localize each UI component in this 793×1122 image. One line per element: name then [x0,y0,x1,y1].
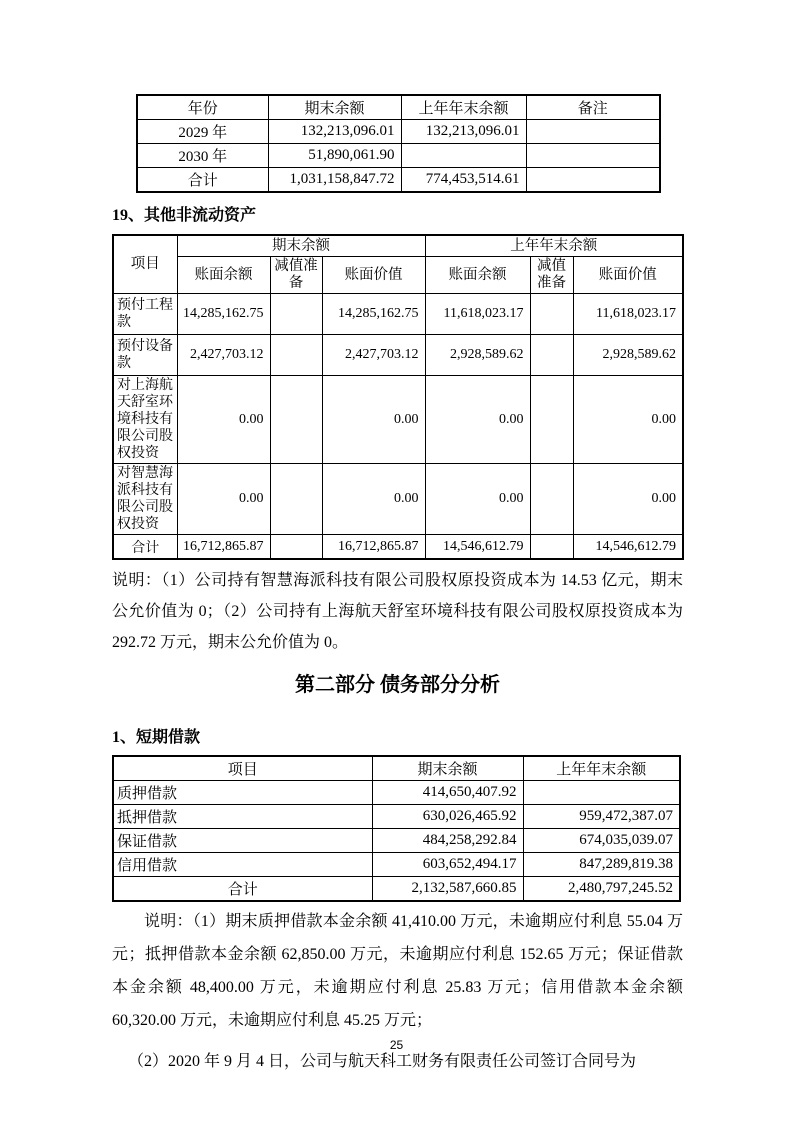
table-cell: 484,258,292.84 [372,829,523,853]
section-19-note: 说明：（1）公司持有智慧海派科技有限公司股权原投资成本为 14.53 亿元，期末公允价值为 0；（2）公司持有上海航天舒室环境科技有限公司股权原投资成本为 292.72 万元，期末公允价值为 0。 [112,572,683,651]
table-cell: 16,712,865.87 [322,535,425,560]
other-noncurrent-assets-table [112,234,684,560]
part-2-heading: 第二部分 债务部分分析 [295,674,500,696]
column-header: 减值准备 [530,257,573,294]
table-cell [526,120,660,144]
table-cell: 603,652,494.17 [372,853,523,877]
table-cell [270,294,322,335]
column-header: 账面余额 [177,257,270,294]
table-cell: 0.00 [322,464,425,535]
table-cell [526,168,660,193]
table-cell: 2,427,703.12 [322,335,425,376]
short-term-loans-table [112,755,681,902]
table-cell [526,144,660,168]
table-cell: 合计 [137,168,268,193]
table-header-row [113,756,680,781]
table-cell: 959,472,387.07 [523,805,680,829]
row-label: 质押借款 [113,781,372,805]
table-cell: 132,213,096.01 [268,120,401,144]
column-header: 上年年末余额 [401,95,526,120]
short-term-loans-note-1: 说明：（1）期末质押借款本金余额 41,410.00 万元，未逾期应付利息 55.04 万元；抵押借款本金余额 62,850.00 万元，未逾期应付利息 152.65 万元；保证借款本金余额 48,400.00 万元，未逾期应付利息 25.83 万元；信用借款本金余额 60,320.00 万元，未逾期应付利息 45.25 万元； [112,913,683,1029]
table-row [113,376,683,464]
table-cell [530,464,573,535]
table-cell: 2,427,703.12 [177,335,270,376]
table-cell: 51,890,061.90 [268,144,401,168]
section-19-heading: 19、其他非流动资产 [112,207,257,224]
table-cell: 14,546,612.79 [573,535,683,560]
table-cell [270,376,322,464]
page-content [112,0,683,1078]
column-header: 项目 [113,235,177,294]
table-cell: 14,546,612.79 [425,535,530,560]
table-cell: 2,480,797,245.52 [523,877,680,902]
table-header-row [137,95,660,120]
table-cell: 0.00 [177,464,270,535]
table-cell: 11,618,023.17 [573,294,683,335]
table-cell: 0.00 [573,464,683,535]
table-cell: 2,132,587,660.85 [372,877,523,902]
column-header: 减值准备 [270,257,322,294]
table-cell [270,335,322,376]
table-subheader-row [113,257,683,294]
table-row [113,805,680,829]
table-cell: 0.00 [322,376,425,464]
column-header: 期末余额 [268,95,401,120]
table-cell [530,376,573,464]
table-cell: 16,712,865.87 [177,535,270,560]
table-cell: 1,031,158,847.72 [268,168,401,193]
table-cell [530,335,573,376]
table-row [137,144,660,168]
table-cell [270,464,322,535]
table-header-group-row [113,235,683,257]
table-total-row [137,168,660,193]
page-number: 25 [389,1038,404,1052]
column-header: 项目 [113,756,372,781]
row-label: 合计 [113,535,177,560]
table-row [113,464,683,535]
table-cell: 14,285,162.75 [177,294,270,335]
column-header: 备注 [526,95,660,120]
table-cell [401,144,526,168]
table-row [113,781,680,805]
table-row [113,294,683,335]
row-label: 预付设备款 [113,335,177,376]
column-header: 期末余额 [372,756,523,781]
table-cell [523,781,680,805]
table-cell [530,294,573,335]
row-label: 对智慧海派科技有限公司股权投资 [113,464,177,535]
row-label: 预付工程款 [113,294,177,335]
table-total-row [113,535,683,560]
table-cell: 11,618,023.17 [425,294,530,335]
table-cell [530,535,573,560]
table-cell: 414,650,407.92 [372,781,523,805]
table-row [113,335,683,376]
short-term-loans-note-2: （2）2020 年 9 月 4 日，公司与航天科工财务有限责任公司签订合同号为 [128,1053,637,1070]
section-1-heading: 1、短期借款 [112,729,201,746]
table-cell: 630,026,465.92 [372,805,523,829]
table-cell: 2,928,589.62 [573,335,683,376]
table-cell: 2029 年 [137,120,268,144]
table-cell: 2,928,589.62 [425,335,530,376]
row-label: 保证借款 [113,829,372,853]
table-total-row [113,877,680,902]
table-row [113,829,680,853]
table-cell: 2030 年 [137,144,268,168]
row-label: 合计 [113,877,372,902]
table-cell: 132,213,096.01 [401,120,526,144]
table-cell: 0.00 [573,376,683,464]
column-header: 账面价值 [573,257,683,294]
table-cell: 14,285,162.75 [322,294,425,335]
column-header: 年份 [137,95,268,120]
table-cell [270,535,322,560]
table-row [113,853,680,877]
column-header: 账面价值 [322,257,425,294]
table-cell: 0.00 [177,376,270,464]
table-cell: 674,035,039.07 [523,829,680,853]
column-header: 账面余额 [425,257,530,294]
column-group-header: 期末余额 [177,235,425,257]
table-cell: 774,453,514.61 [401,168,526,193]
row-label: 抵押借款 [113,805,372,829]
table-cell: 847,289,819.38 [523,853,680,877]
table-cell: 0.00 [425,464,530,535]
row-label: 对上海航天舒室环境科技有限公司股权投资 [113,376,177,464]
column-header: 上年年末余额 [523,756,680,781]
row-label: 信用借款 [113,853,372,877]
maturity-schedule-table [136,94,661,193]
column-group-header: 上年年末余额 [425,235,683,257]
table-cell: 0.00 [425,376,530,464]
table-row [137,120,660,144]
